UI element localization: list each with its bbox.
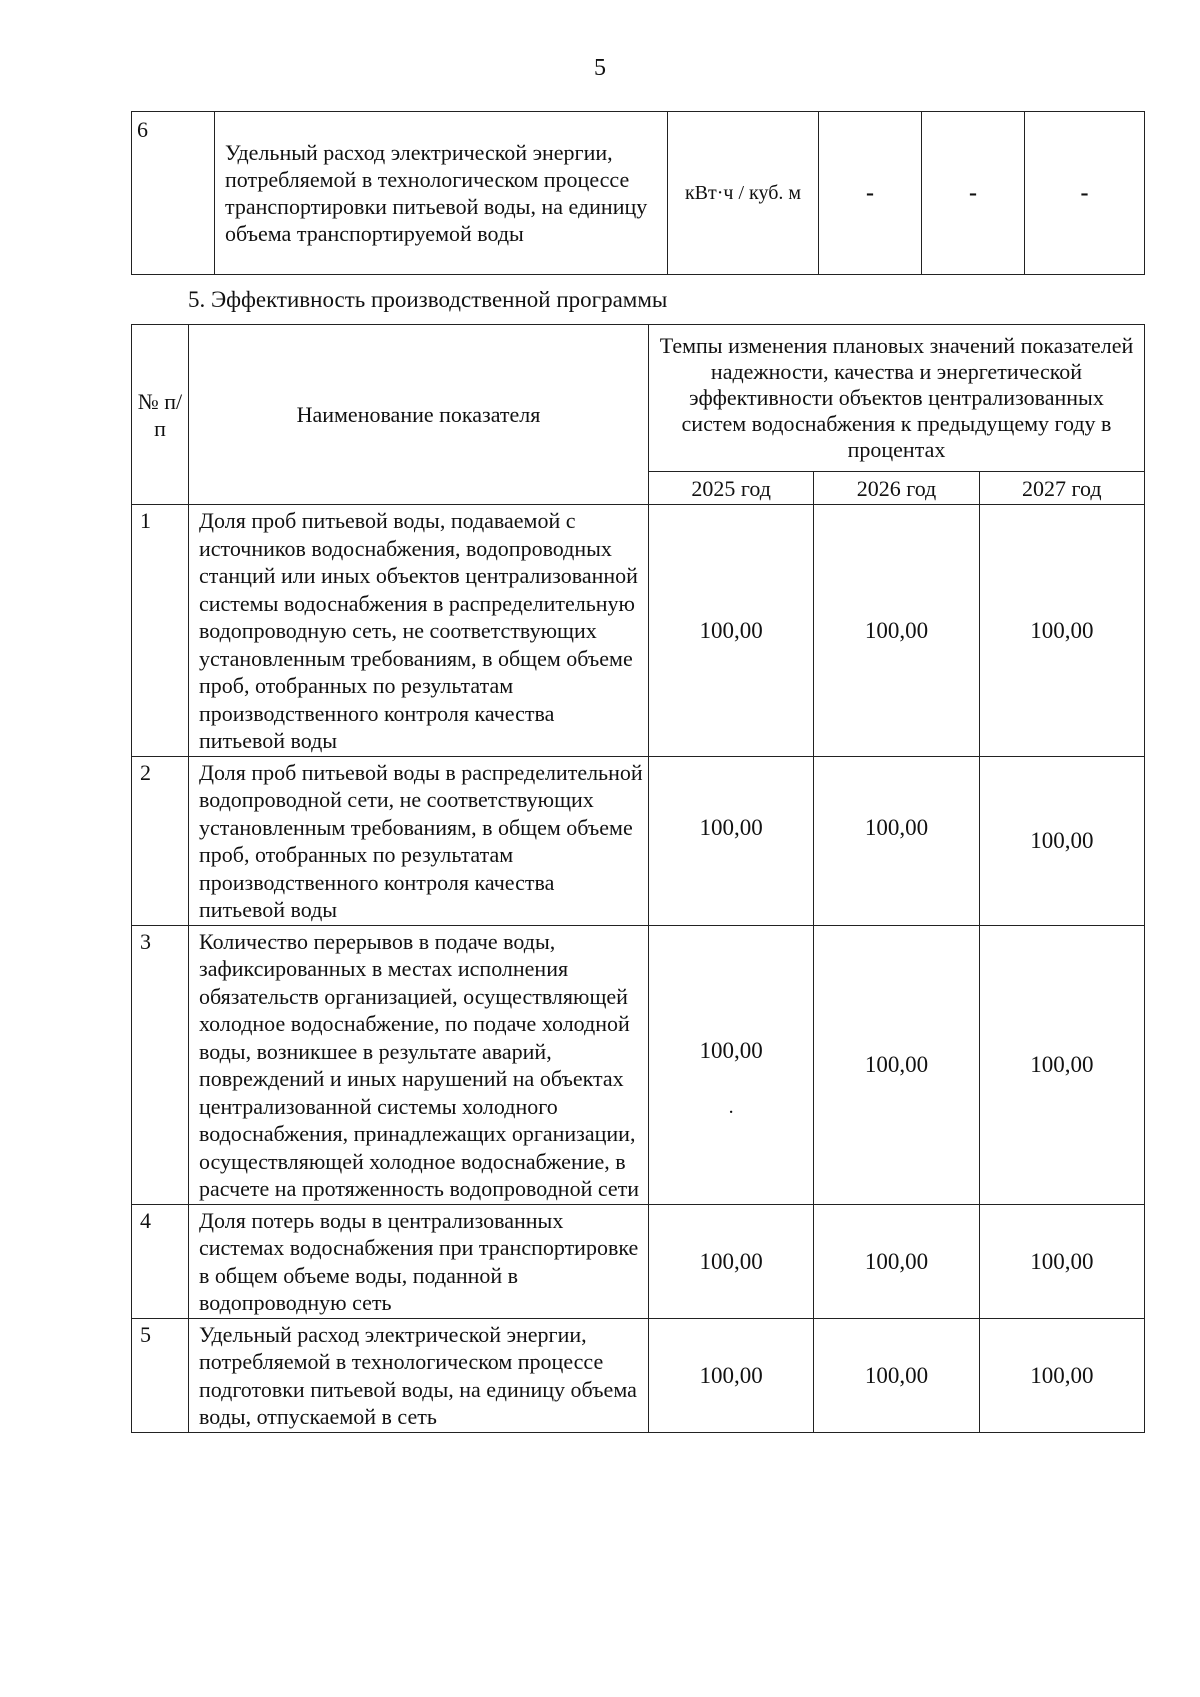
table-row	[132, 1204, 1145, 1318]
header-name: Наименование показателя	[189, 325, 649, 505]
value-cell: 100,00	[649, 1204, 814, 1318]
indicator-name: Доля проб питьевой воды, подаваемой с источников водоснабжения, водопроводных станций или иных объектов централизованной системы водоснабжения в распределительную водопроводную сеть, не соответствующих установленным требованиям, в общем объеме проб, отобранных по результатам производственного контроля качества питьевой воды	[189, 505, 649, 757]
value-cell: 100,00	[814, 1318, 979, 1432]
value-cell: -	[922, 112, 1025, 275]
indicator-name: Удельный расход электрической энергии, потребляемой в технологическом процессе транспортировки питьевой воды, на единицу объема транспортируемой воды	[215, 112, 668, 275]
row-number: 3	[132, 925, 189, 1204]
unit-cell: кВт·ч / куб. м	[668, 112, 819, 275]
header-number: № п/п	[132, 325, 189, 505]
efficiency-table	[131, 324, 1145, 1433]
indicator-name: Доля потерь воды в централизованных системах водоснабжения при транспортировке в общем объеме воды, поданной в водопроводную сеть	[189, 1204, 649, 1318]
row-number: 4	[132, 1204, 189, 1318]
value-cell: 100,00	[649, 756, 814, 925]
indicator-name: Доля проб питьевой воды в распределительной водопроводной сети, не соответствующих установленным требованиям, в общем объеме проб, отобранных по результатам производственного контроля качества питьевой воды	[189, 756, 649, 925]
header-group: Темпы изменения плановых значений показателей надежности, качества и энергетической эффективности объектов централизованных систем водоснабжения к предыдущему году в процентах	[649, 325, 1145, 472]
value-cell: 100,00	[979, 925, 1144, 1204]
value-cell: 100,00	[814, 1204, 979, 1318]
row-number: 1	[132, 505, 189, 757]
value-cell: -	[819, 112, 922, 275]
row-number: 6	[132, 112, 215, 275]
stray-mark: .	[728, 1096, 734, 1118]
value-cell: -	[1025, 112, 1145, 275]
continued-indicators-table	[131, 111, 1145, 275]
value-cell: 100,00	[979, 1318, 1144, 1432]
value-cell: 100,00	[649, 505, 814, 757]
table-header-row	[132, 325, 1145, 472]
value-cell: 100,00	[979, 756, 1144, 925]
table-row	[132, 756, 1145, 925]
value-cell: 100,00	[649, 1318, 814, 1432]
row-number: 5	[132, 1318, 189, 1432]
row-number: 2	[132, 756, 189, 925]
indicator-name: Количество перерывов в подаче воды, зафиксированных в местах исполнения обязательств организацией, осуществляющей холодное водоснабжение, по подаче холодной воды, возникшее в результате аварий, повреждений и иных нарушений на объектах централизованной системы холодного водоснабжения, принадлежащих организации, осуществляющей холодное водоснабжение, в расчете на протяженность водопроводной сети	[189, 925, 649, 1204]
header-year: 2026 год	[814, 472, 979, 505]
table-row	[132, 505, 1145, 757]
table-row	[132, 925, 1145, 1204]
value-cell: 100,00	[814, 756, 979, 925]
page-number: 5	[594, 55, 606, 81]
header-year: 2025 год	[649, 472, 814, 505]
value-cell: 100,00	[979, 1204, 1144, 1318]
indicator-name: Удельный расход электрической энергии, потребляемой в технологическом процессе подготовки питьевой воды, на единицу объема воды, отпускаемой в сеть	[189, 1318, 649, 1432]
value-cell	[649, 925, 814, 1204]
section-title: 5. Эффективность производственной программы	[188, 287, 668, 312]
table-row	[132, 1318, 1145, 1432]
value-text: 100,00	[699, 1038, 763, 1063]
header-year: 2027 год	[979, 472, 1144, 505]
value-cell: 100,00	[979, 505, 1144, 757]
table-row	[132, 112, 1145, 275]
value-cell: 100,00	[814, 505, 979, 757]
value-cell: 100,00	[814, 925, 979, 1204]
